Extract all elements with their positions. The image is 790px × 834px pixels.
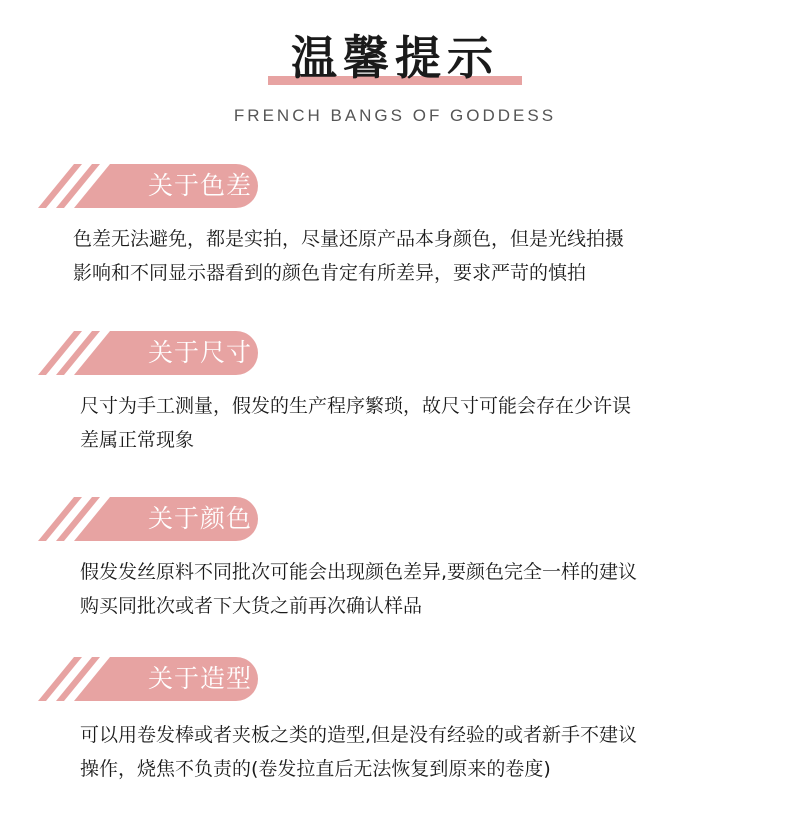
body-line: 尺寸为手工测量，假发的生产程序繁琐，故尺寸可能会存在少许误 (80, 395, 632, 417)
body-line: 假发发丝原料不同批次可能会出现颜色差异,要颜色完全一样的建议 (80, 561, 638, 583)
page-subtitle: FRENCH BANGS OF GODDESS (233, 106, 557, 125)
section-body (80, 389, 770, 457)
section-body (80, 555, 770, 623)
body-line: 可以用卷发棒或者夹板之类的造型,但是没有经验的或者新手不建议 (80, 724, 638, 746)
section-heading: 关于造型 (148, 664, 253, 693)
section-heading: 关于尺寸 (148, 338, 253, 367)
page-title: 温馨提示 (291, 31, 499, 85)
body-line: 差属正常现象 (80, 429, 195, 451)
section-heading: 关于颜色 (148, 504, 253, 533)
section-body (73, 222, 763, 290)
title-block (0, 28, 790, 88)
body-line: 色差无法避免，都是实拍，尽量还原产品本身颜色，但是光线拍摄 (73, 228, 625, 250)
body-line: 购买同批次或者下大货之前再次确认样品 (80, 595, 423, 617)
section-body (80, 718, 770, 786)
body-line: 操作，烧焦不负责的(卷发拉直后无法恢复到原来的卷度) (80, 758, 551, 780)
body-line: 影响和不同显示器看到的颜色肯定有所差异，要求严苛的慎拍 (73, 262, 587, 284)
section-tag (38, 164, 258, 208)
section-tag (38, 497, 258, 541)
section-tag (38, 331, 258, 375)
section-heading: 关于色差 (148, 171, 253, 200)
section-tag (38, 657, 258, 701)
